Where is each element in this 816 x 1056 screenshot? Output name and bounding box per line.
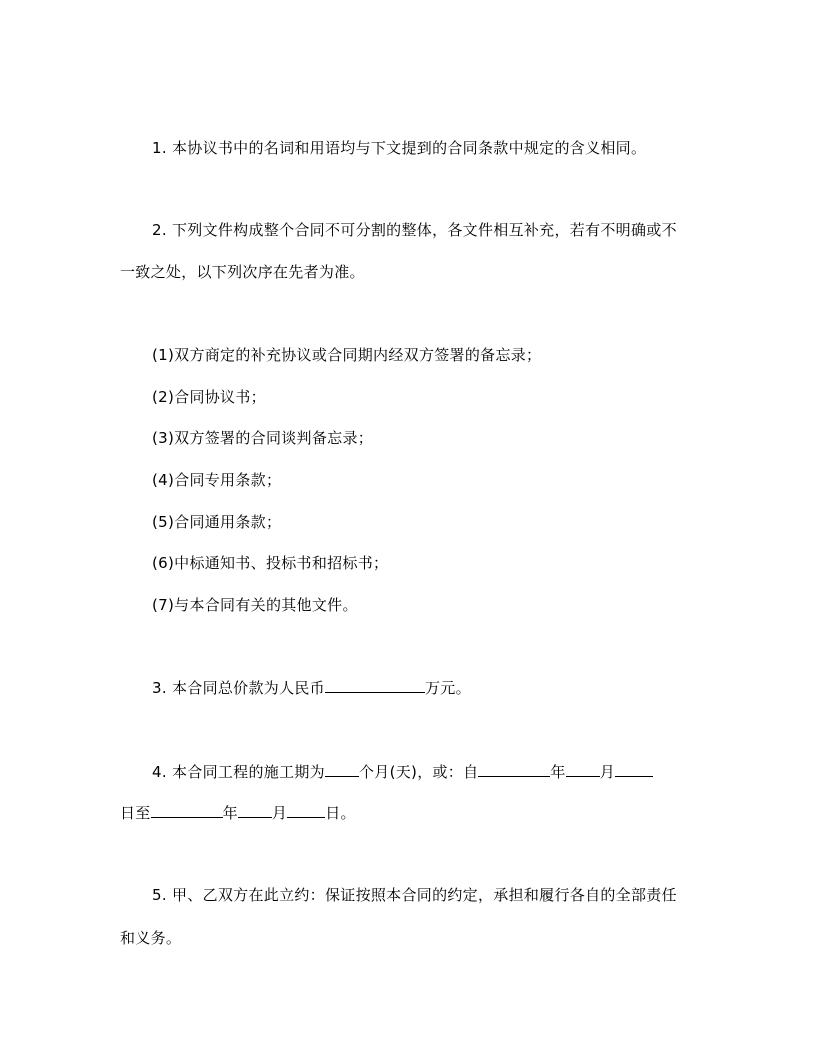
- clause-3: [152, 678, 471, 698]
- amount-blank: [325, 678, 425, 693]
- list-item: (4)合同专用条款；: [152, 471, 282, 489]
- list-item: (7)与本合同有关的其他文件。: [152, 596, 358, 614]
- clause-3-suffix: 万元。: [424, 679, 471, 697]
- list-item: (1)双方商定的补充协议或合同期内经双方签署的备忘录；: [152, 346, 542, 364]
- month-label: 月: [271, 804, 288, 822]
- start-year-blank: [478, 762, 550, 777]
- clause-4-months: 个月(天)，或：自: [358, 763, 479, 781]
- clause-2-line-1: 2. 下列文件构成整个合同不可分割的整体，各文件相互补充，若有不明确或不: [152, 221, 677, 239]
- end-day-blank: [287, 803, 325, 818]
- clause-3-prefix: 3. 本合同总价款为人民币: [152, 679, 325, 697]
- start-day-blank: [615, 762, 653, 777]
- clause-4-prefix: 4. 本合同工程的施工期为: [152, 763, 325, 781]
- start-month-blank: [566, 762, 600, 777]
- duration-blank: [325, 762, 359, 777]
- clause-2-line-2: 一致之处，以下列次序在先者为准。: [120, 263, 365, 281]
- end-year-blank: [151, 803, 223, 818]
- clause-4-line-2: [120, 803, 356, 823]
- list-item: (3)双方签署的合同谈判备忘录；: [152, 429, 374, 447]
- list-item: (2)合同协议书；: [152, 388, 266, 406]
- clause-4-line-1: [152, 762, 653, 782]
- month-label: 月: [599, 763, 616, 781]
- clause-5-line-2: 和义务。: [120, 929, 182, 947]
- end-label: 日。: [325, 804, 356, 822]
- year-label: 年: [550, 763, 566, 781]
- clause-5-line-1: 5. 甲、乙双方在此立约：保证按照本合同的约定，承担和履行各自的全部责任: [152, 886, 677, 904]
- year-label: 年: [222, 804, 238, 822]
- end-month-blank: [238, 803, 272, 818]
- clause-1: 1. 本协议书中的名词和用语均与下文提到的合同条款中规定的含义相同。: [152, 139, 647, 157]
- day-to-label: 日至: [120, 804, 151, 822]
- list-item: (5)合同通用条款；: [152, 513, 282, 531]
- list-item: (6)中标通知书、投标书和招标书；: [152, 554, 389, 572]
